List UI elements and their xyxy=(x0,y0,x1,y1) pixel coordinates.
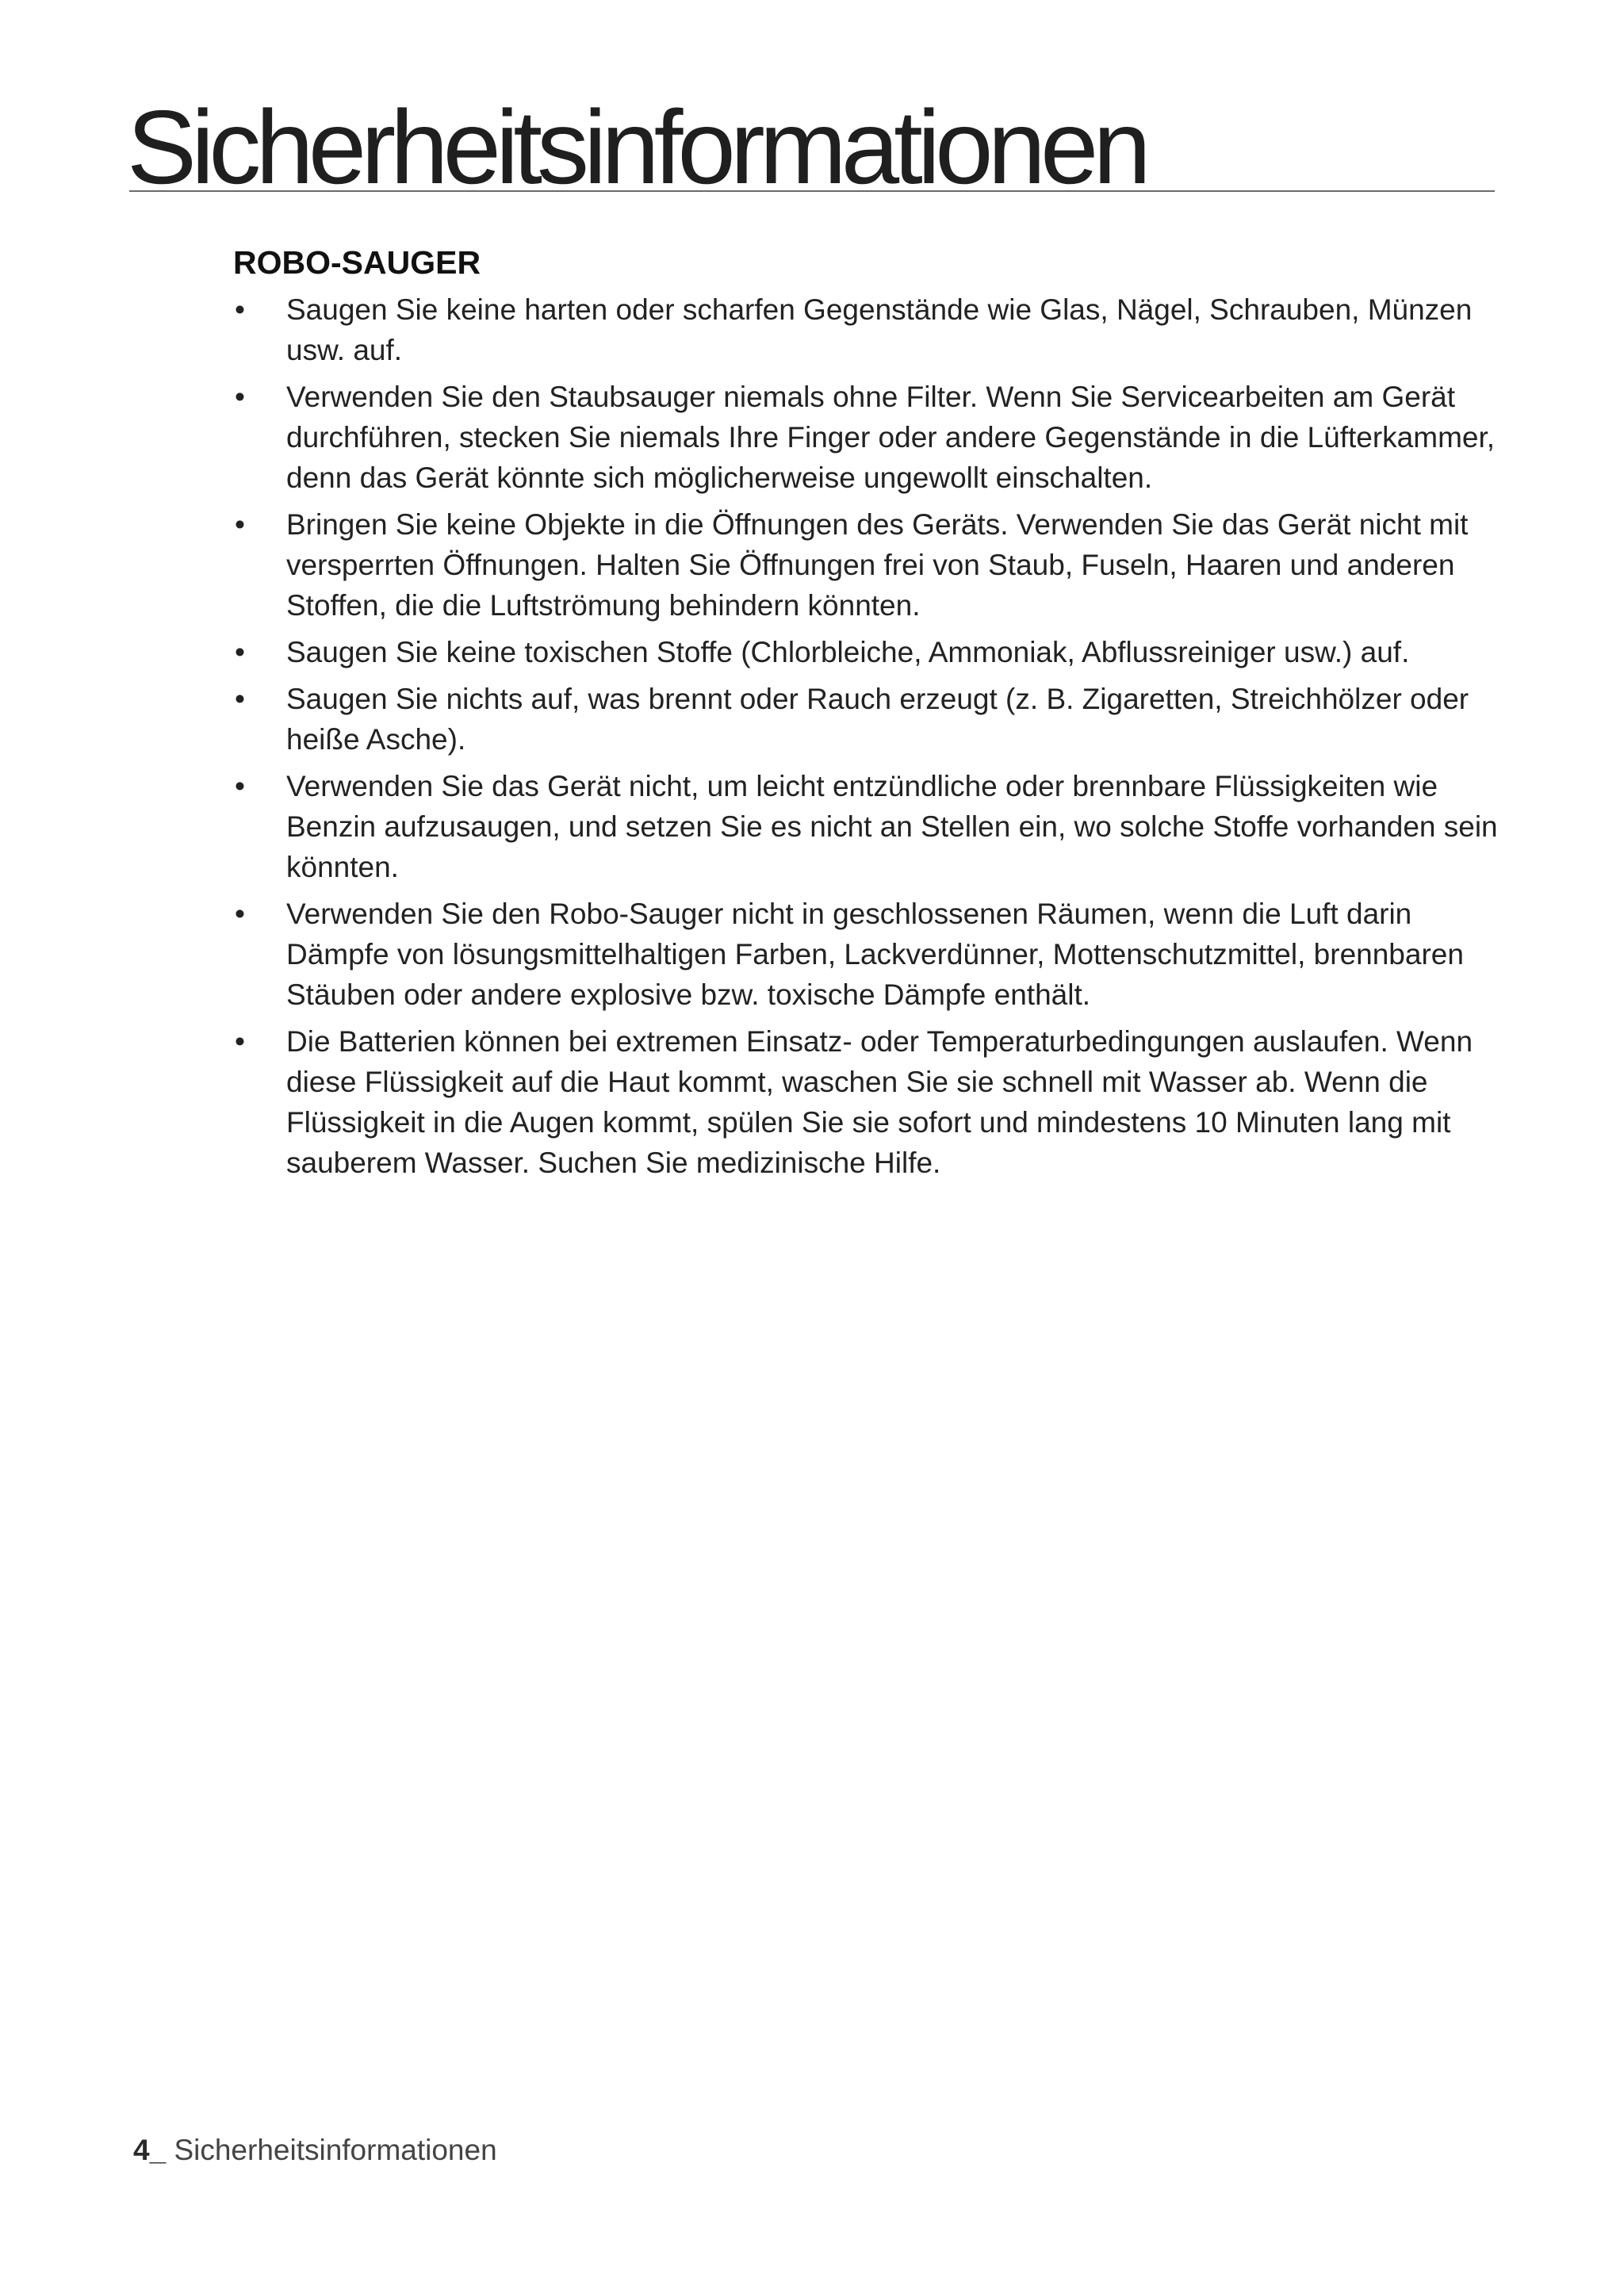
bullet-icon: • xyxy=(235,1025,245,1058)
list-item-text: Verwenden Sie den Robo-Sauger nicht in geschlossenen Räumen, wenn die Luft darin Dämpfe von lösungsmittelhaltigen Farben, Lackverdünner, Mottenschutzmittel, brennbaren Stäuben oder andere explosive bzw. toxische Dämpfe enthält. xyxy=(286,898,1464,1011)
bullet-icon: • xyxy=(235,898,245,930)
list-item xyxy=(233,894,1502,1015)
list-item xyxy=(233,679,1502,760)
bullet-icon: • xyxy=(235,636,245,668)
page-title: Sicherheitsinformationen xyxy=(127,89,1146,205)
list-item-text: Saugen Sie keine harten oder scharfen Gegenstände wie Glas, Nägel, Schrauben, Münzen usw. auf. xyxy=(286,293,1473,366)
title-divider xyxy=(129,190,1495,192)
list-item xyxy=(233,504,1502,626)
list-item xyxy=(233,1021,1502,1183)
list-item-text: Saugen Sie nichts auf, was brennt oder Rauch erzeugt (z. B. Zigaretten, Streichhölzer oder heiße Asche). xyxy=(286,683,1469,756)
footer-section-label: Sicherheitsinformationen xyxy=(174,2134,497,2166)
list-item xyxy=(233,632,1502,672)
list-item-text: Die Batterien können bei extremen Einsatz- oder Temperaturbedingungen auslaufen. Wenn diese Flüssigkeit auf die Haut kommt, waschen Sie sie schnell mit Wasser ab. Wenn die Flüssigkeit in die Augen kommt, spülen Sie sie sofort und mindestens 10 Minuten lang mit sauberem Wasser. Suchen Sie medizinische Hilfe. xyxy=(286,1025,1473,1179)
bullet-icon: • xyxy=(235,508,245,541)
list-item xyxy=(233,377,1502,498)
list-item xyxy=(233,766,1502,887)
bullet-icon: • xyxy=(235,293,245,326)
section-heading: ROBO-SAUGER xyxy=(233,244,481,281)
list-item-text: Saugen Sie keine toxischen Stoffe (Chlorbleiche, Ammoniak, Abflussreiniger usw.) auf. xyxy=(286,636,1410,668)
list-item-text: Bringen Sie keine Objekte in die Öffnungen des Geräts. Verwenden Sie das Gerät nicht mit versperrten Öffnungen. Halten Sie Öffnungen frei von Staub, Fuseln, Haaren und anderen Stoffen, die die Luftströmung behindern könnten. xyxy=(286,508,1469,622)
page-footer xyxy=(133,2133,497,2168)
list-item-text: Verwenden Sie den Staubsauger niemals ohne Filter. Wenn Sie Servicearbeiten am Gerät durchführen, stecken Sie niemals Ihre Finger oder andere Gegenstände in die Lüfterkammer, denn das Gerät könnte sich möglicherweise ungewollt einschalten. xyxy=(286,381,1496,494)
list-item xyxy=(233,289,1502,370)
bullet-icon: • xyxy=(235,683,245,715)
page-number: 4 xyxy=(133,2134,150,2166)
bullet-icon: • xyxy=(235,381,245,413)
main-content xyxy=(233,242,1502,1189)
footer-separator: _ xyxy=(149,2134,174,2166)
bullet-icon: • xyxy=(235,770,245,802)
list-item-text: Verwenden Sie das Gerät nicht, um leicht entzündliche oder brennbare Flüssigkeiten wie Benzin aufzusaugen, und setzen Sie es nicht an Stellen ein, wo solche Stoffe vorhanden sein könnten. xyxy=(286,770,1498,883)
safety-list xyxy=(233,289,1502,1183)
